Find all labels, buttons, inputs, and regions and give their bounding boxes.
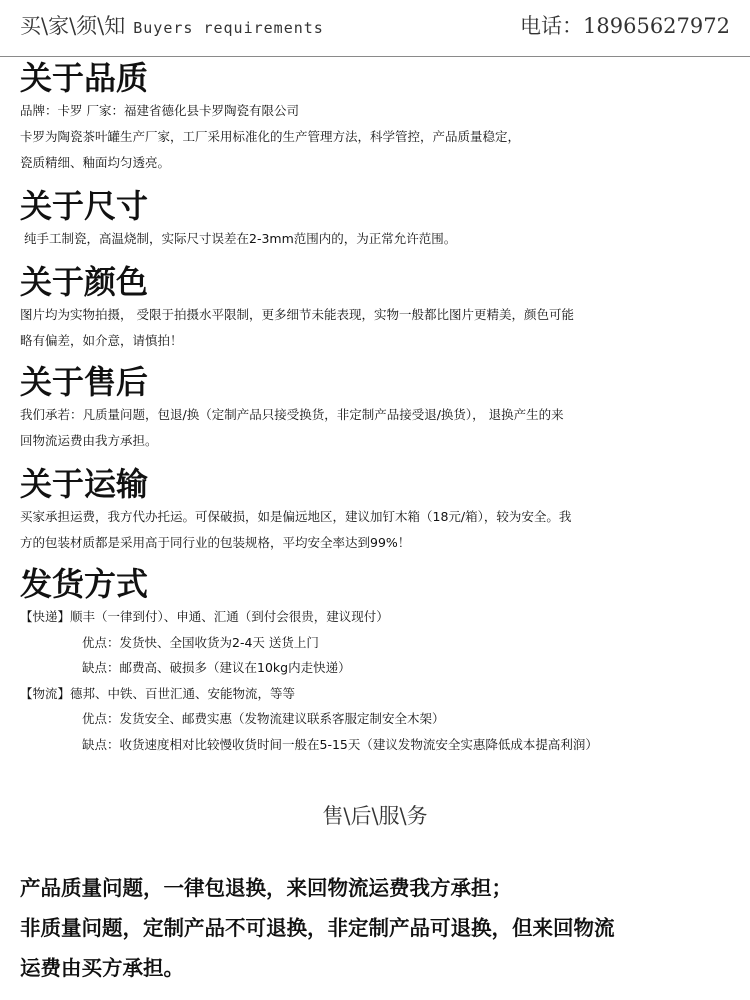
aftersale-line-2: 回物流运费由我方承担。	[20, 433, 158, 448]
header-phone: 电话：18965627972	[520, 14, 730, 38]
service-title: 售\后\服\务	[322, 804, 428, 828]
quality-line-2: 卡罗为陶瓷茶叶罐生产厂家，工厂采用标准化的生产管理方法，科学管控，产品质量稳定，	[20, 129, 521, 144]
color-line-2: 略有偏差，如介意，请慎拍！	[20, 333, 183, 348]
service-policy	[20, 868, 736, 988]
quality-line-1: 品牌：卡罗 厂家：福建省德化县卡罗陶瓷有限公司	[20, 103, 299, 118]
express-carriers: 顺丰（一律到付）、申通、汇通（到付会很贵，建议现付）	[70, 609, 389, 624]
aftersale-section	[20, 362, 730, 454]
aftersale-line-1: 我们承若：凡质量问题，包退/换（定制产品只接受换货，非定制产品接受退/换货）， 退换产生的来	[20, 407, 564, 422]
service-line-3: 运费由买方承担。	[20, 956, 184, 980]
header-title-en: Buyers requirements	[133, 19, 324, 37]
express-pros: 优点：发货快、全国收货为2-4天 送货上门	[82, 634, 319, 650]
service-line-2: 非质量问题，定制产品不可退换，非定制产品可退换，但来回物流	[20, 916, 615, 940]
express-cons: 缺点：邮费高、破损多（建议在10kg内走快递）	[82, 660, 351, 675]
color-section	[20, 262, 730, 354]
header-title	[20, 10, 324, 40]
quality-section	[20, 58, 730, 176]
logistics-label: 【物流】	[20, 685, 71, 701]
logistics-carriers: 德邦、中铁、百世汇通、安能物流，等等	[70, 685, 296, 701]
aftersale-heading: 关于售后	[20, 363, 149, 401]
size-heading: 关于尺寸	[20, 187, 149, 225]
logistics-pros: 优点：发货安全、邮费实惠（发物流建议联系客服定制安全木架）	[82, 711, 445, 726]
shipping-section	[20, 564, 730, 757]
page-header	[0, 0, 750, 57]
header-title-cn: 买\家\须\知	[20, 14, 126, 38]
transport-heading: 关于运输	[20, 465, 149, 503]
service-line-1: 产品质量问题，一律包退换，来回物流运费我方承担；	[20, 876, 512, 900]
transport-section	[20, 464, 730, 556]
color-heading: 关于颜色	[20, 263, 149, 301]
transport-line-2: 方的包装材质都是采用高于同行业的包装规格，平均安全率达到99%！	[20, 535, 411, 550]
quality-heading: 关于品质	[20, 59, 149, 97]
shipping-heading: 发货方式	[20, 565, 149, 603]
express-row	[20, 604, 730, 630]
quality-line-3: 瓷质精细、釉面均匀透亮。	[20, 155, 171, 170]
color-line-1: 图片均为实物拍摄， 受限于拍摄水平限制，更多细节未能表现，实物一般都比图片更精美，颜色可能	[20, 307, 574, 322]
express-label: 【快递】	[20, 609, 71, 624]
transport-line-1: 买家承担运费，我方代办托运。可保破损，如是偏远地区，建议加钉木箱（18元/箱），较为安全。我	[20, 509, 572, 524]
logistics-row	[20, 681, 730, 707]
size-section	[20, 186, 730, 252]
size-line-1: 纯手工制瓷，高温烧制，实际尺寸误差在2-3mm范围内的，为正常允许范围。	[24, 231, 457, 246]
logistics-cons: 缺点：收货速度相对比较慢收货时间一般在5-15天（建议发物流安全实惠降低成本提高利润）	[82, 736, 598, 752]
